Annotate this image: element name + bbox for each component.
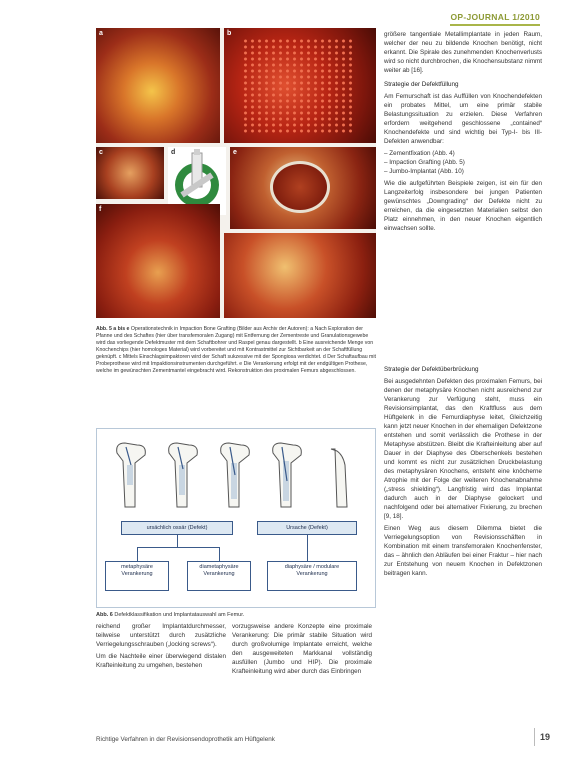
connector-line bbox=[307, 535, 308, 561]
paragraph: Am Femurschaft ist das Auffüllen von Knochendefekten ein probates Mittel, um eine primär stabile Belastungssituation zu erzielen. Diese Verfahren erfordern weitgehend geschlossene „contained“ Knochendefekte und sind wichtig bei Typ-I- bis III-Defekten anwendbar: bbox=[384, 93, 542, 145]
femur-illustrations bbox=[105, 435, 367, 511]
list-item: – Jumbo-Implantat (Abb. 10) bbox=[384, 168, 464, 175]
photo-g bbox=[224, 233, 376, 318]
photo-label: b bbox=[227, 30, 232, 37]
connector-line bbox=[137, 547, 138, 561]
photo-e bbox=[230, 147, 376, 229]
label-upper-right: Ursache (Defekt) bbox=[257, 521, 357, 535]
running-footer: Richtige Verfahren in der Revisionsendoprothetik am Hüftgelenk bbox=[96, 736, 275, 743]
figure-a-caption bbox=[96, 326, 376, 375]
subheading: Strategie der Defektfüllung bbox=[384, 81, 459, 88]
caption-label: Abb. 5 a bis e bbox=[96, 326, 130, 332]
label-upper-left: ursächlich ossär (Defekt) bbox=[121, 521, 233, 535]
photo-label: f bbox=[99, 206, 102, 213]
box-diaphyseal-modular: diaphysäre / modulare Verankerung bbox=[267, 561, 357, 591]
photo-c bbox=[96, 147, 164, 199]
paragraph: größere tangentiale Metallimplantate in jeden Raum, welcher der neu zu bildende Knochen benötigt, nicht erkannt. Die Spirale des zunehmenden Knochenverlusts wird so nicht durchbrochen, die Knochensubstanz nimmt weiter ab [16]. bbox=[384, 31, 542, 74]
paragraph: Wie die aufgeführten Beispiele zeigen, ist ein für den Langzeiterfolg insbesondere bei jungen Patienten gewünschtes „Downgrading“ der Defekte nicht zu erreichen, da die eingesetzten Materialien selbst den Platz einnehmen, in den neuer Knochen eigentlich einwachsen sollte. bbox=[384, 180, 542, 232]
right-column-top bbox=[384, 30, 542, 236]
photo-label: c bbox=[99, 149, 103, 156]
caption-text: Operationstechnik in Impaction Bone Grafting (Bilder aus Archiv der Autoren): a Nach Exploration der Pfanne und des Schaftes (hier über transfemoralen Zugang) mit Entfernung der Zementreste und Granulationsgewebe wird das vorliegende Defektmuster mit dem Schaftbohrer und Raspel genau dargestellt. b Eine ausreichende Menge von Knochenchips (hier homologes Material) wird vorbereitet und mit Kontrastmittel zur Sichtbarkeit an der Schaftfüllung geknüpft. c Mittels Einschlagsimpaktoren wird der Schaft sukzessive mit der Spongiosa verdichtet. d Der Schaftaufbau mit Probeprothese wird mit Impaktionsinstrumenten durchgeführt. e Die Verankerung erfolgt mit der endgültigen Prothese, welche im gewünschten Zementmantel eingebracht wird. Rekonstruktion des proximalen Femurs abgeschlossen. bbox=[96, 326, 376, 374]
middle-column bbox=[232, 622, 372, 679]
photo-b bbox=[224, 28, 376, 143]
paragraph: Einen Weg aus diesem Dilemma bietet die Verriegelungsoption von Revisionsschäften in Kombination mit einem transfemoralen Knochenfenster, das – ähnlich den Abläufen bei einer Fraktur – hier nach zur Entstehung von neuem Knochen in Defektzonen beitragen kann. bbox=[384, 525, 542, 577]
photo-label: e bbox=[233, 149, 237, 156]
figure-b-caption bbox=[96, 612, 376, 618]
photo-label: a bbox=[99, 30, 103, 37]
box-metaphyseal: metaphysäre Verankerung bbox=[105, 561, 169, 591]
connector-line bbox=[219, 547, 220, 561]
paragraph: vorzugsweise andere Konzepte eine proximale Verankerung: Die primär stabile Situation wird durch großvolumige Implantate erreicht, welche den ausgeweiteten Markkanal vollständig ausfüllen (Jumbo und HIP). Die proximale Krafteinleitung wird aber durch das Einbringen bbox=[232, 623, 372, 675]
list-item: – Zementfixation (Abb. 4) bbox=[384, 150, 455, 157]
connector-line bbox=[177, 535, 178, 547]
paragraph: Bei ausgedehnten Defekten des proximalen Femurs, bei denen der metaphysäre Knochen nicht ausreichend zur Verankerung zur Verfügung steht, muss ein Revisionsimplantat, das den Kraftfluss aus dem Hüftgelenk in die Femurdiaphyse leitet, Gleichzeitig kann jetzt neuer Knochen in der ehemaligen Defektzone entstehen und somit verlässlich die Prothese in der Metaphyse abstützen. Bleibt die Krafteinleitung aber auf Dauer in der Diaphyse des Oberschenkels bestehen und kommt es nicht zur zusätzlichen Druckbelastung des metaphysären Knochens, entsteht eine knöcherne Atrophie mit der Folge der weiteren Knochenabnahme („stress shielding“). Langfristig wird das Implantat dadurch auch in der Diaphyse gelockert und nachfolgend oder bei alternativer Fixierung, zu brechen [9, 18]. bbox=[384, 378, 542, 520]
caption-text: Defektklassifikation und Implantatauswahl am Femur. bbox=[114, 612, 245, 618]
subheading: Strategie der Defektüberbrückung bbox=[384, 366, 479, 373]
journal-title: OP-JOURNAL 1/2010 bbox=[450, 12, 540, 22]
page-number: 19 bbox=[540, 732, 551, 742]
left-column bbox=[96, 622, 226, 673]
connector-line bbox=[137, 547, 219, 548]
photo-f bbox=[96, 204, 220, 318]
box-diametaphyseal: diametaphysäre Verankerung bbox=[187, 561, 251, 591]
list-item: – Impaction Grafting (Abb. 5) bbox=[384, 159, 465, 166]
header-rule bbox=[450, 24, 540, 26]
caption-label: Abb. 6 bbox=[96, 612, 113, 618]
paragraph: Um die Nachteile einer überwiegend distalen Krafteinleitung zu umgehen, bestehen bbox=[96, 653, 226, 669]
photo-a bbox=[96, 28, 220, 143]
page-number-rule bbox=[534, 728, 535, 746]
paragraph: reichend großer Implantatdurchmesser, teilweise unterstützt durch zusätzliche Verriegelungsschrauben („locking screws“). bbox=[96, 623, 226, 648]
photo-label: d bbox=[171, 149, 176, 156]
figure-a-photos bbox=[96, 28, 376, 318]
defect-classification-diagram bbox=[96, 428, 376, 608]
right-column-bottom bbox=[384, 360, 542, 581]
list bbox=[384, 149, 542, 176]
